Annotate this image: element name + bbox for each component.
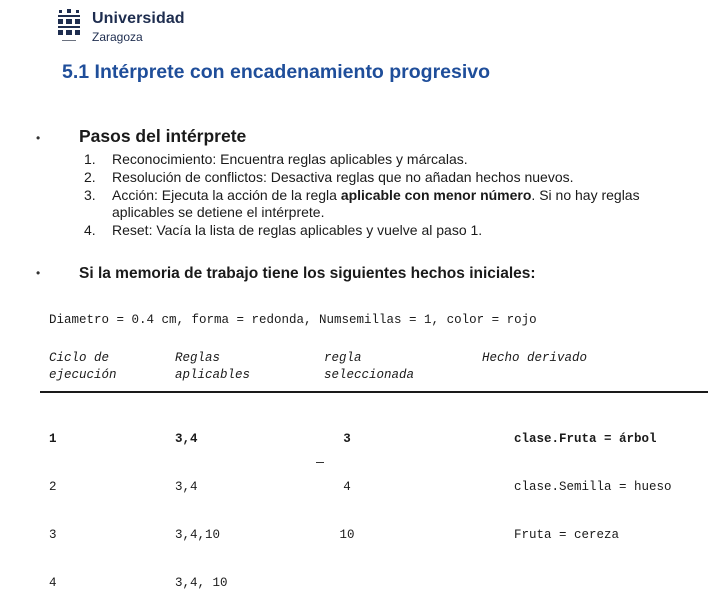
slide-title: 5.1 Intérprete con encadenamiento progresivo — [62, 61, 491, 83]
column-reglas — [175, 399, 228, 607]
table-cell: clase.Semilla = hueso — [514, 480, 672, 494]
bullet-icon: • — [36, 131, 41, 145]
step-number: 2. — [84, 169, 96, 185]
university-crest-icon — [56, 8, 82, 46]
table-cell: 3,4, 10 — [175, 576, 228, 590]
steps-list — [84, 151, 684, 240]
step-text: Reconocimiento: Encuentra reglas aplicables y márcalas. — [112, 151, 468, 167]
logo-city-name: Zaragoza — [92, 30, 143, 44]
section-heading-pasos: Pasos del intérprete — [79, 126, 247, 146]
section-heading-memoria: Si la memoria de trabajo tiene los siguientes hechos iniciales: — [79, 265, 536, 282]
bullet-icon: • — [36, 266, 41, 280]
logo-university-name: Universidad — [92, 10, 185, 27]
column-header-reglas: Reglas aplicables — [175, 351, 251, 382]
table-cell: 3 — [49, 528, 57, 542]
empty-cell-mark — [316, 462, 324, 463]
column-header-hecho: Hecho derivado — [482, 351, 588, 365]
step-number: 4. — [84, 221, 96, 238]
step-text-pre: Acción: Ejecuta la acción de la regla — [112, 187, 341, 203]
step-item — [84, 222, 684, 239]
step-item — [84, 151, 684, 168]
step-text-bold: aplicable con menor número — [340, 187, 532, 203]
column-hecho — [514, 399, 672, 559]
table-cell: 3,4 — [175, 480, 198, 494]
step-text-post: . Si no hay reglas aplicables se detiene el intérprete. — [112, 187, 640, 220]
step-text: Reset: Vacía la lista de reglas aplicables y vuelve al paso 1. — [112, 221, 483, 238]
initial-facts: Diametro = 0.4 cm, forma = redonda, Numsemillas = 1, color = rojo — [49, 313, 537, 327]
table-cell: 1 — [49, 432, 57, 446]
step-item — [84, 187, 684, 220]
step-item — [84, 169, 684, 186]
table-cell: 3 — [343, 432, 351, 446]
step-number: 3. — [84, 187, 96, 203]
table-cell: Fruta = cereza — [514, 528, 620, 542]
table-divider — [40, 391, 708, 393]
table-cell: 4 — [49, 576, 57, 590]
step-number: 1. — [84, 151, 96, 167]
table-cell: 10 — [339, 528, 355, 542]
table-cell: clase.Fruta = árbol — [514, 432, 657, 446]
table-cell: 4 — [343, 480, 351, 494]
table-cell: 3,4 — [175, 432, 198, 446]
column-header-seleccionada: regla seleccionada — [324, 351, 415, 382]
university-logo — [56, 8, 196, 48]
table-cell: 3,4,10 — [175, 528, 221, 542]
column-ciclo — [49, 399, 64, 607]
column-seleccionada — [332, 399, 362, 559]
column-header-ciclo: Ciclo de ejecución — [49, 351, 117, 382]
step-text: Resolución de conflictos: Desactiva reglas que no añadan hechos nuevos. — [112, 169, 574, 185]
table-cell: 2 — [49, 480, 57, 494]
